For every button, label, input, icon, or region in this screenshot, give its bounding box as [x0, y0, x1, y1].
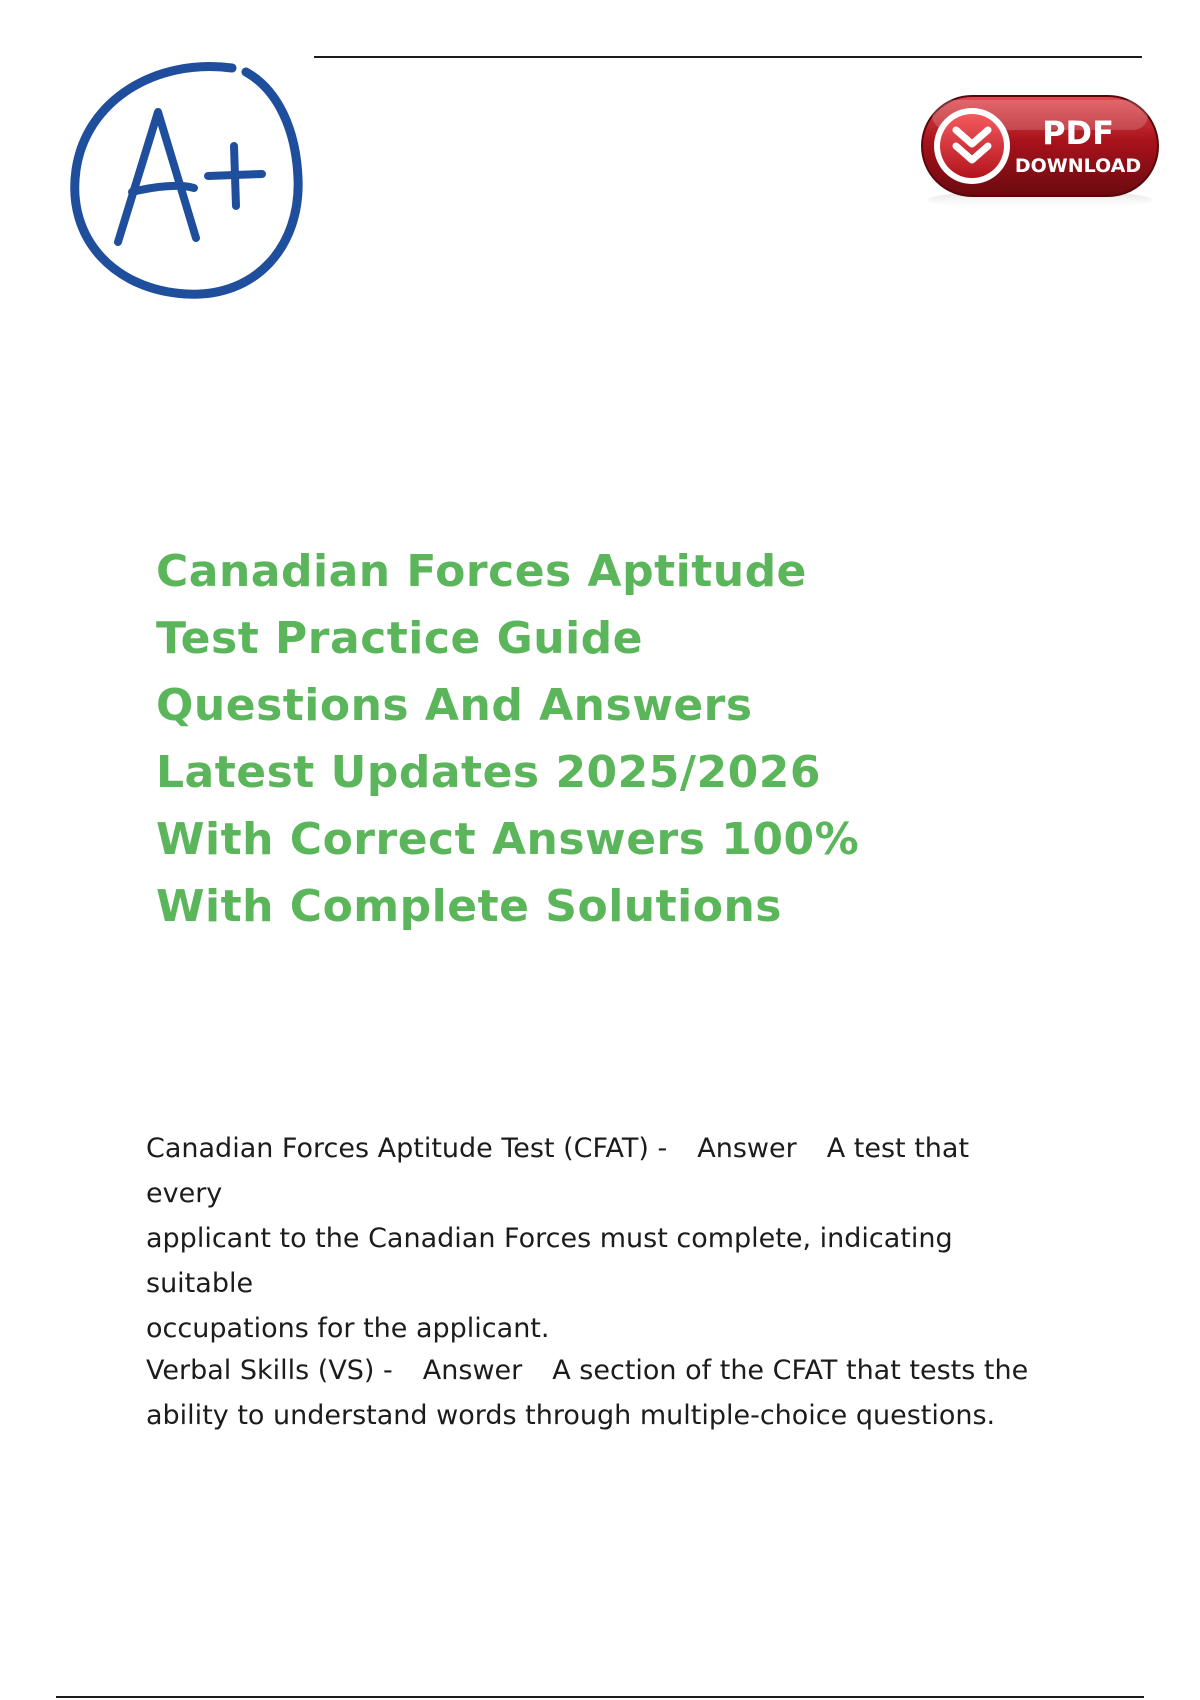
- title-line: Latest Updates 2025/2026: [156, 747, 821, 798]
- qa-definition: applicant to the Canadian Forces must complete, indicating suitable: [146, 1223, 953, 1299]
- qa-term: Verbal Skills (VS) -: [146, 1355, 393, 1386]
- qa-definition: A test that every: [146, 1133, 970, 1209]
- qa-definition: ability to understand words through multiple-choice questions.: [146, 1400, 996, 1431]
- document-title: [156, 538, 1056, 940]
- qa-entry-cfat: [146, 1126, 1046, 1351]
- qa-definition: occupations for the applicant.: [146, 1313, 550, 1344]
- a-plus-icon: [56, 50, 306, 304]
- title-line: Canadian Forces Aptitude: [156, 546, 807, 597]
- qa-answer-label: Answer: [422, 1355, 523, 1386]
- qa-definition: A section of the CFAT that tests the: [552, 1355, 1029, 1386]
- title-line: With Correct Answers 100%: [156, 814, 860, 865]
- title-line: With Complete Solutions: [156, 881, 782, 932]
- top-rule: [314, 56, 1142, 58]
- download-label: DOWNLOAD: [1014, 155, 1142, 177]
- pdf-download-badge: [918, 92, 1162, 218]
- title-line: Questions And Answers: [156, 680, 753, 731]
- a-plus-logo: [56, 50, 306, 304]
- title-line: Test Practice Guide: [156, 613, 643, 664]
- pdf-download-button[interactable]: [918, 92, 1162, 218]
- qa-term: Canadian Forces Aptitude Test (CFAT) -: [146, 1133, 668, 1164]
- pdf-label: PDF: [1042, 114, 1114, 152]
- bottom-rule: [56, 1696, 1144, 1698]
- qa-answer-label: Answer: [697, 1133, 797, 1164]
- qa-entry-verbal-skills: [146, 1348, 1046, 1438]
